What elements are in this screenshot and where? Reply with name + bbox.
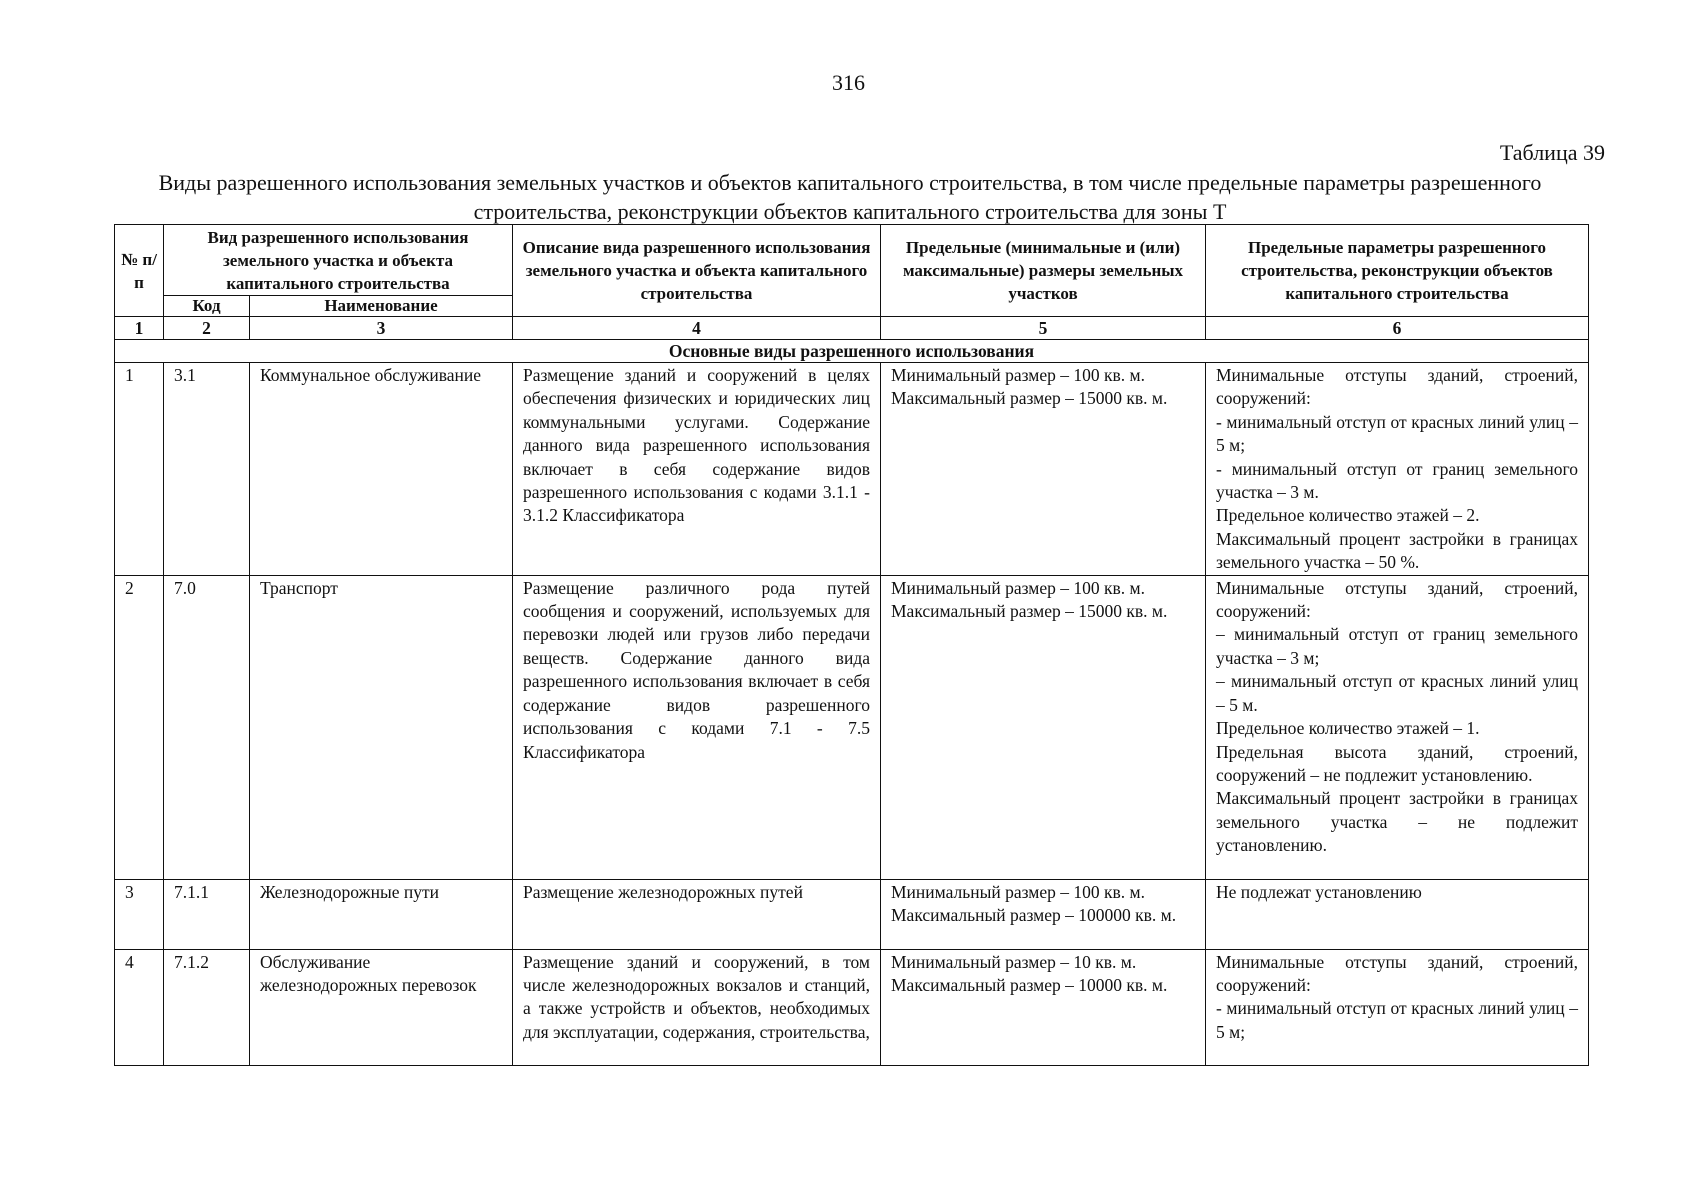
row-description: Размещение железнодорожных путей bbox=[513, 879, 881, 949]
row-sizes: Минимальный размер – 10 кв. м. Максимальный размер – 10000 кв. м. bbox=[881, 949, 1206, 1065]
row-code: 7.1.2 bbox=[164, 949, 250, 1065]
column-number: 6 bbox=[1206, 317, 1589, 340]
section-title: Основные виды разрешенного использования bbox=[115, 340, 1589, 363]
column-number: 5 bbox=[881, 317, 1206, 340]
row-description: Размещение зданий и сооружений в целях обеспечения физических и юридических лиц коммунальными услугами. Содержание данного вида разрешенного использования включает в себя содержание видов разрешенного использования с кодами 3.1.1 - 3.1.2 Классификатора bbox=[513, 363, 881, 576]
column-number: 2 bbox=[164, 317, 250, 340]
row-code: 7.0 bbox=[164, 575, 250, 879]
table-row bbox=[115, 949, 1589, 1065]
header-params: Предельные параметры разрешенного строительства, реконструкции объектов капитального строительства bbox=[1206, 225, 1589, 317]
header-code: Код bbox=[164, 296, 250, 317]
column-numbers-row bbox=[115, 317, 1589, 340]
row-sizes: Минимальный размер – 100 кв. м. Максимальный размер – 100000 кв. м. bbox=[881, 879, 1206, 949]
table-row bbox=[115, 879, 1589, 949]
header-name: Наименование bbox=[250, 296, 513, 317]
row-name: Обслуживание железнодорожных перевозок bbox=[250, 949, 513, 1065]
row-sizes: Минимальный размер – 100 кв. м. Максимальный размер – 15000 кв. м. bbox=[881, 363, 1206, 576]
column-number: 1 bbox=[115, 317, 164, 340]
row-num: 1 bbox=[115, 363, 164, 576]
row-description: Размещение зданий и сооружений, в том числе железнодорожных вокзалов и станций, а также устройств и объектов, необходимых для эксплуатации, содержания, строительства, bbox=[513, 949, 881, 1065]
header-num: № п/п bbox=[115, 225, 164, 317]
row-num: 2 bbox=[115, 575, 164, 879]
row-num: 3 bbox=[115, 879, 164, 949]
column-number: 4 bbox=[513, 317, 881, 340]
row-params: Минимальные отступы зданий, строений, сооружений: - минимальный отступ от красных линий улиц – 5 м; bbox=[1206, 949, 1589, 1065]
row-sizes: Минимальный размер – 100 кв. м. Максимальный размер – 15000 кв. м. bbox=[881, 575, 1206, 879]
table-row bbox=[115, 363, 1589, 576]
table-row bbox=[115, 575, 1589, 879]
header-sizes: Предельные (минимальные и (или) максимальные) размеры земельных участков bbox=[881, 225, 1206, 317]
page-number: 316 bbox=[832, 70, 865, 95]
section-row bbox=[115, 340, 1589, 363]
column-number: 3 bbox=[250, 317, 513, 340]
row-name: Транспорт bbox=[250, 575, 513, 879]
row-num: 4 bbox=[115, 949, 164, 1065]
row-params: Не подлежат установлению bbox=[1206, 879, 1589, 949]
header-type-group: Вид разрешенного использования земельного участка и объекта капитального строительства bbox=[164, 225, 513, 296]
row-name: Железнодорожные пути bbox=[250, 879, 513, 949]
row-code: 3.1 bbox=[164, 363, 250, 576]
row-description: Размещение различного рода путей сообщения и сооружений, используемых для перевозки людей или грузов либо передачи веществ. Содержание данного вида разрешенного использования включает в себя содержание видов разрешенного использования с кодами 7.1 - 7.5 Классификатора bbox=[513, 575, 881, 879]
header-description: Описание вида разрешенного использования земельного участка и объекта капитального строительства bbox=[513, 225, 881, 317]
row-code: 7.1.1 bbox=[164, 879, 250, 949]
row-params: Минимальные отступы зданий, строений, сооружений: - минимальный отступ от красных линий улиц – 5 м; - минимальный отступ от границ земельного участка – 3 м. Предельное количество этажей – 2. Максимальный процент застройки в границах земельного участка – 50 %. bbox=[1206, 363, 1589, 576]
row-name: Коммунальное обслуживание bbox=[250, 363, 513, 576]
regulation-table bbox=[114, 224, 1589, 1066]
table-label: Таблица 39 bbox=[1499, 140, 1605, 165]
table-title: Виды разрешенного использования земельных участков и объектов капитального строительства, в том числе предельные параметры разрешенного строительства, реконструкции объектов капитального строительства для зоны Т bbox=[158, 170, 1542, 224]
row-params: Минимальные отступы зданий, строений, сооружений: – минимальный отступ от границ земельного участка – 3 м; – минимальный отступ от красных линий улиц – 5 м. Предельное количество этажей – 1. Предельная высота зданий, строений, сооружений – не подлежит установлению. Максимальный процент застройки в границах земельного участка – не подлежит установлению. bbox=[1206, 575, 1589, 879]
